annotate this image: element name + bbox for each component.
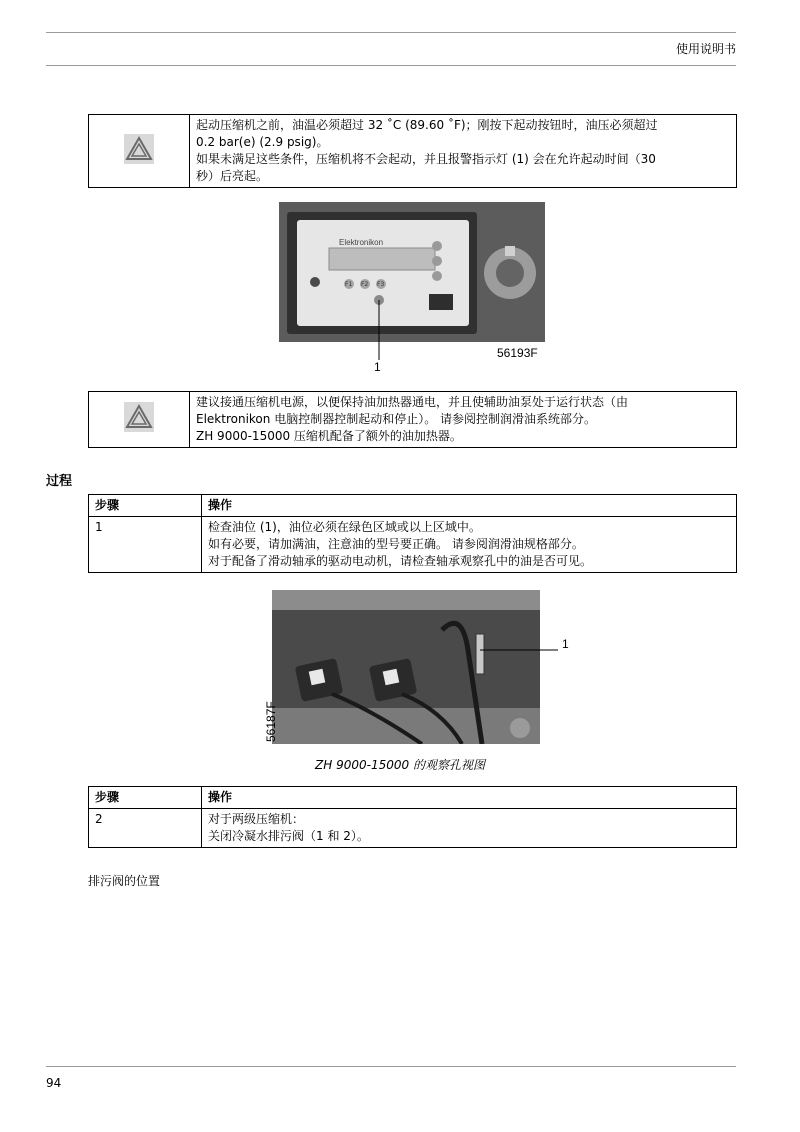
panel-brand-label: Elektronikon (339, 238, 384, 247)
document-title: 使用说明书 (675, 42, 736, 56)
header-bottom-rule (46, 65, 736, 66)
action-line: 检查油位 (1)，油位必须在绿色区域或以上区域中。 (208, 520, 481, 534)
section-heading: 过程 (46, 474, 73, 489)
panel-button-f3: F3 (377, 281, 385, 288)
warning-triangle-icon (124, 402, 154, 432)
figure2-code: 56187F (264, 701, 278, 742)
controller-panel-photo (279, 202, 545, 342)
warning-line: 如果未满足这些条件，压缩机将不会起动，并且报警指示灯 (1) 会在允许起动时间（30 (196, 152, 656, 166)
warning-icon-cell (89, 392, 190, 448)
action-line: 对于两级压缩机： (208, 812, 305, 826)
column-header-action: 操作 (202, 495, 737, 517)
warning-box-2 (88, 391, 737, 448)
figure1-callout-number: 1 (374, 360, 381, 374)
header-top-rule (46, 32, 736, 33)
callout-line-2 (480, 640, 560, 660)
action-line: 对于配备了滑动轴承的驱动电动机，请检查轴承观察孔中的油是否可见。 (208, 554, 593, 568)
warning-box-1 (88, 114, 737, 188)
figure2-callout-number: 1 (562, 637, 569, 651)
callout-line-1 (370, 300, 390, 362)
warning-line: 0.2 bar(e) (2.9 psig)。 (196, 135, 329, 149)
drain-valve-location-text: 排污阀的位置 (88, 874, 161, 888)
action-line: 如有必要，请加满油，注意油的型号要正确。 请参阅润滑油规格部分。 (208, 537, 584, 551)
footer-rule (46, 1066, 736, 1067)
warning-line: 起动压缩机之前，油温必须超过 32 ˚C (89.60 ˚F)；刚按下起动按钮时，油压必须超过 (196, 118, 658, 132)
warning-line: Elektronikon 电脑控制器控制起动和停止）。 请参阅控制润滑油系统部分。 (196, 412, 597, 426)
warning-line: 秒）后亮起。 (196, 169, 269, 183)
figure1-code: 56193F (497, 346, 538, 360)
action-line: 关闭冷凝水排污阀（1 和 2）。 (208, 829, 369, 843)
step-number: 2 (89, 809, 202, 848)
step-number: 1 (89, 517, 202, 573)
column-header-step: 步骤 (89, 495, 202, 517)
warning-triangle-icon (124, 134, 154, 164)
page-number: 94 (46, 1076, 62, 1090)
step-table-1 (88, 494, 737, 573)
warning-text (190, 115, 737, 188)
figure2-caption: ZH 9000-15000 的观察孔视图 (315, 758, 485, 772)
sight-glass-photo (272, 590, 540, 744)
warning-line: ZH 9000-15000 压缩机配备了额外的油加热器。 (196, 429, 462, 443)
step-table-2 (88, 786, 737, 848)
panel-button-f1: F1 (345, 281, 353, 288)
warning-icon-cell (89, 115, 190, 188)
column-header-action: 操作 (202, 787, 737, 809)
panel-button-f2: F2 (361, 281, 369, 288)
warning-line: 建议接通压缩机电源，以便保持油加热器通电，并且使辅助油泵处于运行状态（由 (196, 395, 629, 409)
column-header-step: 步骤 (89, 787, 202, 809)
step-action (202, 517, 737, 573)
warning-text (190, 392, 737, 448)
step-action (202, 809, 737, 848)
